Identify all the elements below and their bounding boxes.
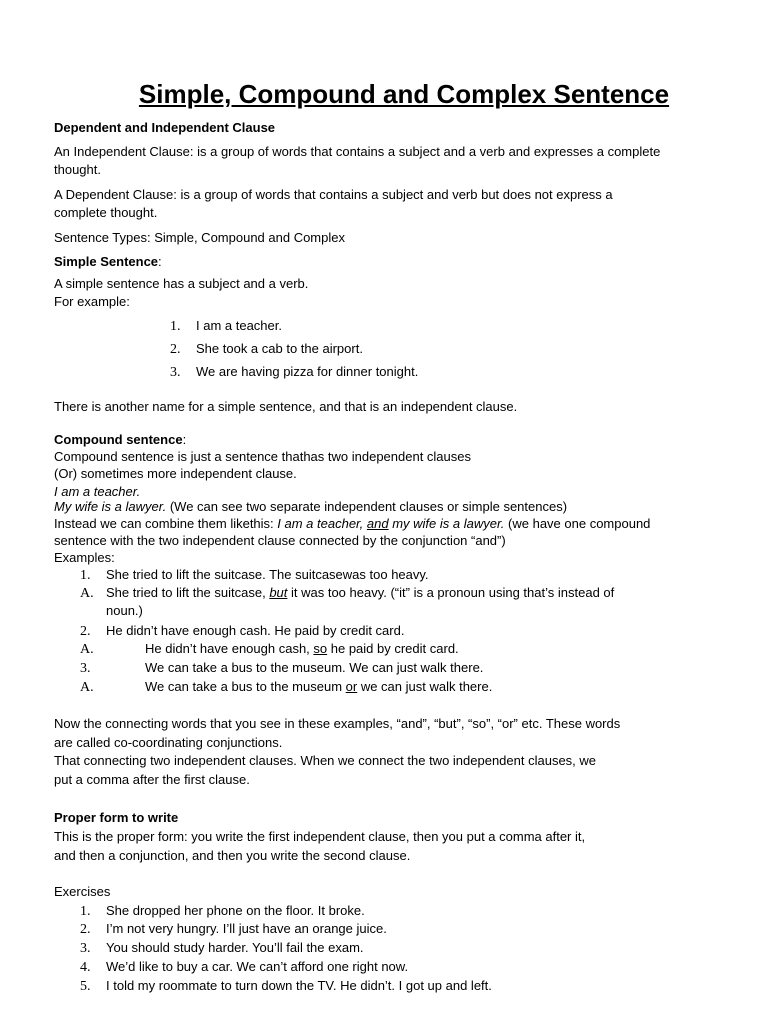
compound-heading-colon: : xyxy=(182,432,187,447)
list-number: 1. xyxy=(170,319,181,334)
list-text: I’m not very hungry. I’ll just have an orange juice. xyxy=(106,921,387,936)
list-item xyxy=(170,363,418,382)
list-number: 2. xyxy=(170,342,181,357)
exercises-heading: Exercises xyxy=(54,884,111,899)
example-note: (We can see two separate independent clauses or simple sentences) xyxy=(166,499,568,514)
list-number: 3. xyxy=(170,365,181,380)
simple-heading-text: Simple Sentence xyxy=(54,254,159,269)
list-text: She took a cab to the airport. xyxy=(196,341,363,356)
list-text: She tried to lift the suitcase. The suitcasewas too heavy. xyxy=(106,567,429,582)
simple-note: There is another name for a simple sentence, and that is an independent clause. xyxy=(54,399,518,414)
proper-form-heading: Proper form to write xyxy=(54,810,179,825)
list-text: I told my roommate to turn down the TV. He didn’t. I got up and left. xyxy=(106,978,492,993)
independent-clause-definition-cont: thought. xyxy=(54,162,101,177)
list-text-cont: it was too heavy. (“it” is a pronoun using that’s instead of xyxy=(287,585,615,600)
list-number: A. xyxy=(80,642,94,657)
combine-italic-2: my wife is a lawyer. xyxy=(388,516,505,531)
list-text: She tried to lift the suitcase, xyxy=(106,585,270,600)
list-text-wrap: noun.) xyxy=(106,603,143,618)
list-number: A. xyxy=(80,680,94,695)
example-italic: My wife is a lawyer. xyxy=(54,499,167,514)
exercise-item xyxy=(80,902,365,921)
list-text-cont: we can just walk there. xyxy=(357,679,493,694)
conjunction-paragraph: Now the connecting words that you see in these examples, “and”, “but”, “so”, “or” etc. These words xyxy=(54,716,621,731)
list-number: 3. xyxy=(80,941,91,956)
example-sentence: I am a teacher. xyxy=(54,484,141,499)
simple-sentence-heading xyxy=(54,253,162,271)
list-text-cont: he paid by credit card. xyxy=(327,641,459,656)
conjunction-or: or xyxy=(345,679,358,694)
comma-paragraph-cont: put a comma after the first clause. xyxy=(54,772,250,787)
list-number: 4. xyxy=(80,960,91,975)
example-sentence-note xyxy=(54,498,567,516)
list-text: He didn’t have enough cash. He paid by credit card. xyxy=(106,623,405,638)
list-number: 1. xyxy=(80,568,91,583)
exercise-item xyxy=(80,958,408,977)
conjunction-but: but xyxy=(269,585,288,600)
conjunction-and: and xyxy=(366,516,389,531)
dependent-clause-definition-cont: complete thought. xyxy=(54,205,158,220)
compound-sentence-heading xyxy=(54,431,186,449)
conjunction-paragraph-cont: are called co-coordinating conjunctions. xyxy=(54,735,283,750)
comma-paragraph: That connecting two independent clauses. When we connect the two independent clauses, we xyxy=(54,753,597,768)
simple-heading-colon: : xyxy=(158,254,162,269)
list-number: 1. xyxy=(80,904,91,919)
conjunction-so: so xyxy=(313,641,328,656)
combine-intro: Instead we can combine them likethis: xyxy=(54,516,278,531)
combine-example xyxy=(54,515,650,533)
independent-clause-definition: An Independent Clause: is a group of words that contains a subject and a verb and expresses a complete xyxy=(54,144,661,159)
list-number: A. xyxy=(80,586,94,601)
dependent-clause-definition: A Dependent Clause: is a group of words that contains a subject and verb but does not express a xyxy=(54,187,613,202)
compound-heading-text: Compound sentence xyxy=(54,432,183,447)
list-item xyxy=(170,340,363,359)
list-text: I am a teacher. xyxy=(196,318,282,333)
combine-note-cont: sentence with the two independent clause connected by the conjunction “and”) xyxy=(54,533,506,548)
list-text: We can take a bus to the museum xyxy=(145,679,346,694)
combine-note: (we have one compound xyxy=(504,516,651,531)
examples-label: Examples: xyxy=(54,550,115,565)
list-item xyxy=(80,678,492,697)
list-item xyxy=(80,622,404,641)
list-number: 2. xyxy=(80,624,91,639)
clause-heading: Dependent and Independent Clause xyxy=(54,120,276,135)
exercise-item xyxy=(80,939,364,958)
sentence-types: Sentence Types: Simple, Compound and Complex xyxy=(54,230,345,245)
proper-form-text: This is the proper form: you write the first independent clause, then you put a comma after it, xyxy=(54,829,586,844)
exercise-item xyxy=(80,977,492,996)
list-text: He didn’t have enough cash, xyxy=(145,641,314,656)
list-number: 3. xyxy=(80,661,91,676)
list-item xyxy=(80,566,429,585)
list-item xyxy=(170,317,282,336)
list-text: We’d like to buy a car. We can’t afford one right now. xyxy=(106,959,409,974)
exercise-item xyxy=(80,920,387,939)
compound-definition-cont: (Or) sometimes more independent clause. xyxy=(54,466,297,481)
list-text: We are having pizza for dinner tonight. xyxy=(196,364,419,379)
list-item xyxy=(80,659,483,678)
list-number: 2. xyxy=(80,922,91,937)
compound-definition: Compound sentence is just a sentence thathas two independent clauses xyxy=(54,449,471,464)
list-text: She dropped her phone on the floor. It broke. xyxy=(106,903,365,918)
page-title: Simple, Compound and Complex Sentence xyxy=(138,79,670,109)
proper-form-text-cont: and then a conjunction, and then you write the second clause. xyxy=(54,848,411,863)
combine-italic-1: I am a teacher, xyxy=(277,516,367,531)
list-text: We can take a bus to the museum. We can just walk there. xyxy=(145,660,484,675)
list-item xyxy=(80,584,614,603)
list-text: You should study harder. You’ll fail the exam. xyxy=(106,940,364,955)
list-item xyxy=(80,640,459,659)
for-example-label: For example: xyxy=(54,294,130,309)
list-number: 5. xyxy=(80,979,91,994)
simple-definition: A simple sentence has a subject and a verb. xyxy=(54,276,309,291)
